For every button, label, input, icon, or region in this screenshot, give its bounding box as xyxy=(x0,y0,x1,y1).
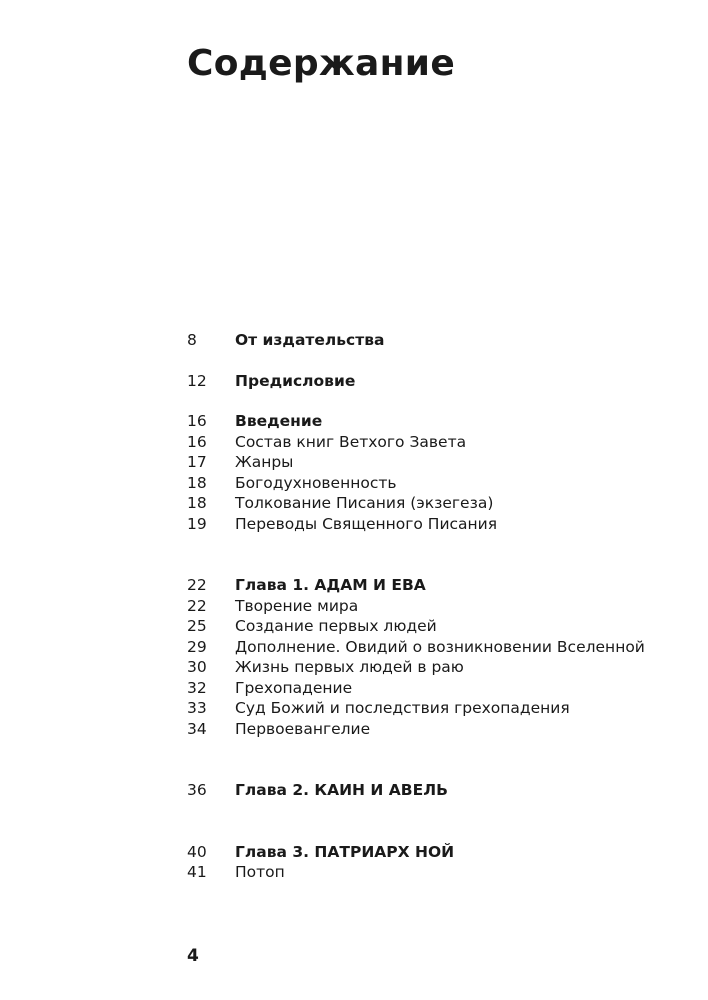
toc-page-number: 41 xyxy=(187,863,207,881)
table-of-contents xyxy=(187,310,667,883)
toc-page-number: 19 xyxy=(187,514,207,533)
toc-page-number: 22 xyxy=(187,576,207,594)
toc-group xyxy=(187,842,667,883)
toc-group xyxy=(187,371,667,392)
toc-entry xyxy=(187,657,667,678)
toc-entry xyxy=(187,473,667,494)
toc-entry-title: Переводы Священного Писания xyxy=(235,514,498,533)
toc-entry xyxy=(187,493,667,514)
toc-page-number: 8 xyxy=(187,331,197,349)
toc-group xyxy=(187,780,667,801)
toc-page-number: 18 xyxy=(187,494,207,512)
toc-heading xyxy=(187,780,667,801)
toc-page-number: 34 xyxy=(187,719,207,738)
toc-entry-title: Жизнь первых людей в раю xyxy=(235,658,464,676)
page-title: Содержание xyxy=(187,43,456,84)
toc-entry-title: Введение xyxy=(235,412,323,430)
toc-entry-title: Жанры xyxy=(235,453,294,471)
toc-heading xyxy=(187,330,667,351)
toc-entry-title: Творение мира xyxy=(235,596,359,615)
toc-entry xyxy=(187,637,667,658)
toc-page-number: 18 xyxy=(187,473,207,492)
toc-entry-title: Глава 1. АДАМ И ЕВА xyxy=(235,576,426,594)
toc-entry-title: От издательства xyxy=(235,331,385,349)
toc-entry xyxy=(187,596,667,617)
toc-entry-title: Богодухновенность xyxy=(235,473,397,492)
toc-entry xyxy=(187,678,667,699)
toc-page-number: 36 xyxy=(187,781,207,799)
toc-page-number: 12 xyxy=(187,371,207,390)
toc-entry xyxy=(187,514,667,535)
toc-page-number: 29 xyxy=(187,637,207,656)
toc-entry-title: Первоевангелие xyxy=(235,719,371,738)
toc-page-number: 16 xyxy=(187,432,207,451)
toc-heading xyxy=(187,371,667,392)
toc-entry xyxy=(187,862,667,883)
toc-entry-title: Дополнение. Овидий о возникновении Вселенной xyxy=(235,637,645,656)
toc-page-number: 22 xyxy=(187,596,207,615)
toc-heading xyxy=(187,575,667,596)
toc-entry xyxy=(187,698,667,719)
toc-page-number: 16 xyxy=(187,412,207,430)
toc-entry-title: Глава 3. ПАТРИАРХ НОЙ xyxy=(235,842,455,861)
toc-entry-title: Создание первых людей xyxy=(235,617,437,635)
toc-page-number: 17 xyxy=(187,453,207,471)
toc-entry-title: Грехопадение xyxy=(235,678,353,697)
toc-entry xyxy=(187,719,667,740)
toc-page-number: 33 xyxy=(187,699,207,717)
toc-page-number: 32 xyxy=(187,678,207,697)
toc-entry-title: Глава 2. КАИН И АВЕЛЬ xyxy=(235,781,448,799)
toc-heading xyxy=(187,411,667,432)
toc-page-number: 30 xyxy=(187,658,207,676)
toc-entry-title: Предисловие xyxy=(235,371,356,390)
toc-page-number: 25 xyxy=(187,617,207,635)
toc-page-number: 40 xyxy=(187,842,207,861)
toc-entry-title: Потоп xyxy=(235,863,285,881)
toc-group xyxy=(187,575,667,739)
toc-entry xyxy=(187,452,667,473)
toc-group xyxy=(187,330,667,351)
toc-entry xyxy=(187,432,667,453)
toc-entry xyxy=(187,616,667,637)
toc-entry-title: Состав книг Ветхого Завета xyxy=(235,432,467,451)
toc-group xyxy=(187,411,667,534)
toc-heading xyxy=(187,842,667,863)
toc-entry-title: Суд Божий и последствия грехопадения xyxy=(235,699,570,717)
page-number: 4 xyxy=(187,946,199,966)
toc-entry-title: Толкование Писания (экзегеза) xyxy=(235,494,494,512)
